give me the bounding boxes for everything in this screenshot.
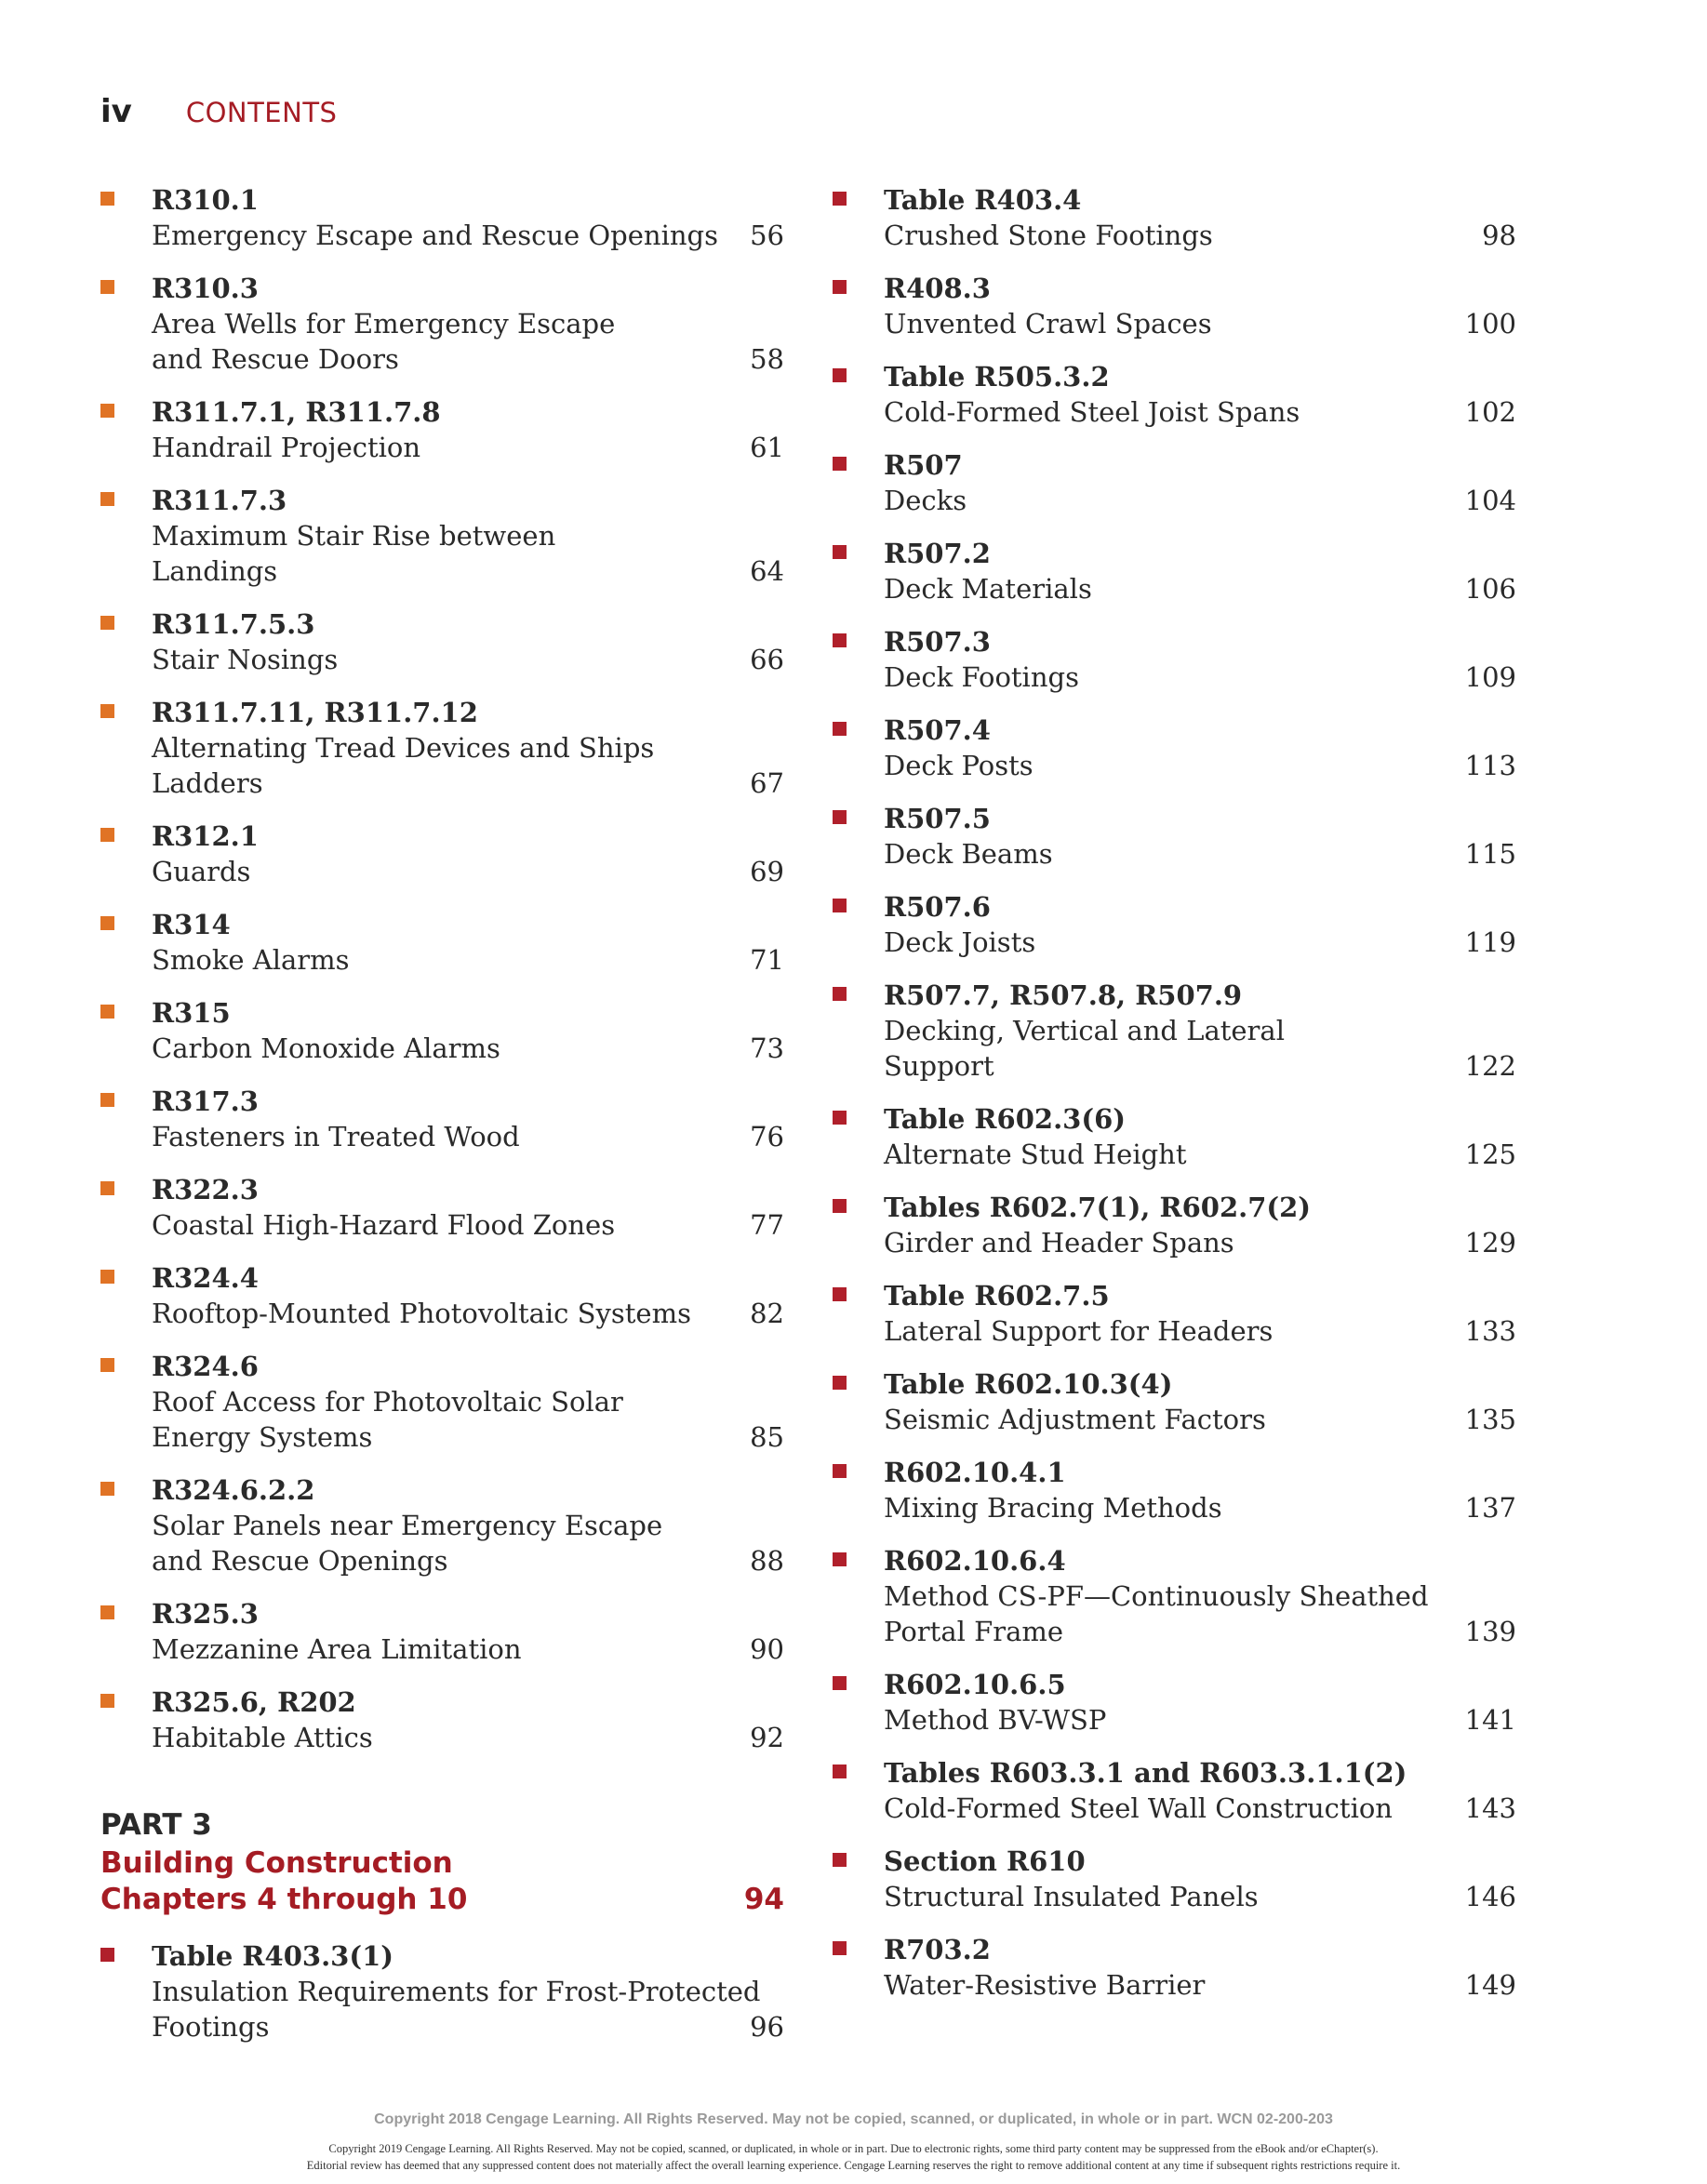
entry-code: R315	[152, 997, 231, 1029]
entry-page-number: 82	[750, 1298, 784, 1329]
entry-page-number: 119	[1464, 926, 1516, 958]
entry-code: Table R403.4	[884, 184, 1082, 216]
bullet-square-icon	[100, 492, 114, 506]
entry-code: Section R610	[884, 1845, 1086, 1877]
entry-title: Deck Footings	[884, 661, 1079, 693]
bullet-square-icon	[833, 368, 847, 382]
entry-page-number: 73	[750, 1032, 784, 1064]
bullet-square-icon	[833, 1765, 847, 1778]
bullet-square-icon	[833, 1676, 847, 1690]
bullet-square-icon	[100, 704, 114, 718]
bullet-square-icon	[833, 1287, 847, 1301]
entry-code: Table R602.7.5	[884, 1280, 1110, 1312]
entry-code: R310.1	[152, 184, 259, 216]
entry-title: Footings	[152, 2011, 270, 2043]
bullet-square-icon	[833, 1111, 847, 1125]
entry-title: Support	[884, 1050, 994, 1082]
entry-page-number: 100	[1464, 308, 1516, 340]
bullet-square-icon	[100, 616, 114, 630]
bullet-square-icon	[833, 633, 847, 647]
entry-title: Deck Beams	[884, 838, 1053, 870]
entry-page-number: 146	[1464, 1881, 1516, 1912]
entry-code: R311.7.5.3	[152, 608, 315, 640]
entry-title: Alternating Tread Devices and Ships	[152, 732, 655, 764]
entry-title: Mixing Bracing Methods	[884, 1492, 1222, 1524]
entry-title: Handrail Projection	[152, 432, 421, 463]
entry-title: Method BV-WSP	[884, 1704, 1107, 1736]
bullet-square-icon	[100, 828, 114, 842]
entry-title: Lateral Support for Headers	[884, 1315, 1274, 1347]
bullet-square-icon	[833, 545, 847, 559]
entry-page-number: 90	[750, 1633, 784, 1665]
bullet-square-icon	[833, 1552, 847, 1566]
entry-title: Unvented Crawl Spaces	[884, 308, 1212, 340]
entry-code: R325.3	[152, 1598, 259, 1630]
entry-code: R310.3	[152, 273, 259, 304]
entry-code: Table R505.3.2	[884, 361, 1110, 393]
copyright-watermark: Copyright 2018 Cengage Learning. All Rights Reserved. May not be copied, scanned, or duplicated, in whole or in part. WCN 02-200-203	[374, 2111, 1333, 2127]
entry-code: Tables R603.3.1 and R603.3.1.1(2)	[884, 1757, 1407, 1789]
entry-title: Guards	[152, 856, 251, 887]
entry-code: R507.5	[884, 803, 991, 834]
entry-title: Insulation Requirements for Frost-Protected	[152, 1976, 761, 2007]
copyright-notice	[0, 2140, 1707, 2174]
entry-page-number: 69	[750, 856, 784, 887]
entry-page-number: 76	[750, 1121, 784, 1152]
entry-code: R324.6.2.2	[152, 1474, 315, 1506]
bullet-square-icon	[100, 1605, 114, 1619]
entry-page-number: 137	[1464, 1492, 1516, 1524]
bullet-square-icon	[100, 404, 114, 418]
entry-code: R507.3	[884, 626, 991, 658]
entry-title: Fasteners in Treated Wood	[152, 1121, 520, 1152]
entry-title: Mezzanine Area Limitation	[152, 1633, 522, 1665]
bullet-square-icon	[100, 280, 114, 294]
part-page-number: 94	[743, 1883, 784, 1916]
bullet-square-icon	[100, 1270, 114, 1284]
entry-title: Girder and Header Spans	[884, 1227, 1234, 1258]
entry-code: R602.10.4.1	[884, 1457, 1066, 1488]
entry-title: Seismic Adjustment Factors	[884, 1404, 1266, 1435]
copyright-notice-line: Copyright 2019 Cengage Learning. All Rights Reserved. May not be copied, scanned, or duplicated, in whole or in part. Due to electronic rights, some third party content may be suppressed from the eBook and/or eChapter(s).	[328, 2142, 1379, 2155]
entry-page-number: 56	[750, 220, 784, 251]
bullet-square-icon	[100, 916, 114, 930]
entry-code: R507.4	[884, 714, 991, 746]
bullet-square-icon	[833, 192, 847, 206]
entry-page-number: 67	[750, 767, 784, 799]
entry-title: Emergency Escape and Rescue Openings	[152, 220, 718, 251]
entry-code: R602.10.6.5	[884, 1669, 1066, 1700]
bullet-square-icon	[100, 1181, 114, 1195]
entry-title: Deck Joists	[884, 926, 1036, 958]
entry-code: R324.4	[152, 1262, 259, 1294]
entry-page-number: 104	[1464, 485, 1516, 516]
entry-title: Alternate Stud Height	[884, 1139, 1187, 1170]
entry-page-number: 64	[750, 555, 784, 587]
entry-title: Crushed Stone Footings	[884, 220, 1213, 251]
entry-code: R324.6	[152, 1351, 259, 1382]
entry-code: R507	[884, 449, 963, 481]
entry-code: R317.3	[152, 1085, 259, 1117]
entry-code: R408.3	[884, 273, 991, 304]
bullet-square-icon	[833, 1464, 847, 1478]
entry-code: Table R403.3(1)	[152, 1940, 393, 1972]
entry-title: Stair Nosings	[152, 644, 339, 675]
bullet-square-icon	[833, 457, 847, 471]
bullet-square-icon	[833, 810, 847, 824]
entry-code: R325.6, R202	[152, 1686, 356, 1718]
entry-title: Area Wells for Emergency Escape	[152, 308, 616, 340]
entry-code: R703.2	[884, 1934, 991, 1965]
bullet-square-icon	[100, 1948, 114, 1962]
entry-title: Water-Resistive Barrier	[884, 1969, 1206, 2001]
entry-title: Landings	[152, 555, 278, 587]
entry-title: Portal Frame	[884, 1616, 1064, 1647]
bullet-square-icon	[833, 1853, 847, 1867]
bullet-square-icon	[100, 1005, 114, 1019]
entry-page-number: 98	[1482, 220, 1516, 251]
bullet-square-icon	[833, 899, 847, 912]
entry-page-number: 139	[1464, 1616, 1516, 1647]
entry-title: Solar Panels near Emergency Escape	[152, 1510, 663, 1541]
entry-code: R507.2	[884, 538, 991, 569]
entry-title: Energy Systems	[152, 1421, 373, 1453]
entry-title: and Rescue Doors	[152, 343, 399, 375]
bullet-square-icon	[833, 1376, 847, 1390]
part-title-line: Chapters 4 through 10	[100, 1883, 468, 1916]
entry-page-number: 129	[1464, 1227, 1516, 1258]
entry-code: R312.1	[152, 820, 259, 852]
page-header	[100, 93, 337, 130]
bullet-square-icon	[100, 1093, 114, 1107]
entry-title: Deck Materials	[884, 573, 1092, 605]
page-title: CONTENTS	[185, 97, 338, 128]
entry-page-number: 141	[1464, 1704, 1516, 1736]
entry-title: Habitable Attics	[152, 1722, 373, 1753]
entry-title: and Rescue Openings	[152, 1545, 448, 1577]
entry-page-number: 77	[750, 1209, 784, 1241]
entry-page-number: 109	[1464, 661, 1516, 693]
entry-page-number: 88	[750, 1545, 784, 1577]
entry-code: R311.7.3	[152, 485, 287, 516]
entry-code: Table R602.10.3(4)	[884, 1368, 1173, 1400]
entry-code: R311.7.1, R311.7.8	[152, 396, 441, 428]
bullet-square-icon	[100, 192, 114, 206]
entry-page-number: 133	[1464, 1315, 1516, 1347]
bullet-square-icon	[833, 280, 847, 294]
bullet-square-icon	[833, 1199, 847, 1213]
bullet-square-icon	[100, 1482, 114, 1496]
entry-title: Decks	[884, 485, 967, 516]
entry-code: R322.3	[152, 1174, 259, 1205]
entry-page-number: 71	[750, 944, 784, 976]
entry-code: R314	[152, 909, 231, 940]
entry-title: Structural Insulated Panels	[884, 1881, 1259, 1912]
copyright-notice-line: Editorial review has deemed that any suppressed content does not materially affect the overall learning experience. Cengage Learning reserves the right to remove additional content at any time if subsequent rights restrictions require it.	[306, 2159, 1401, 2172]
entry-page-number: 135	[1464, 1404, 1516, 1435]
entry-page-number: 115	[1464, 838, 1516, 870]
part-label: PART 3	[100, 1808, 212, 1842]
entry-title: Decking, Vertical and Lateral	[884, 1015, 1285, 1046]
entry-page-number: 61	[750, 432, 784, 463]
page-number: iv	[100, 93, 132, 130]
entry-title: Ladders	[152, 767, 263, 799]
entry-page-number: 113	[1464, 750, 1516, 781]
part-title-line: Building Construction	[100, 1846, 453, 1880]
entry-page-number: 96	[750, 2011, 784, 2043]
entry-code: Tables R602.7(1), R602.7(2)	[884, 1192, 1312, 1223]
entry-code: R507.6	[884, 891, 991, 923]
entry-title: Coastal High-Hazard Flood Zones	[152, 1209, 616, 1241]
entry-code: R311.7.11, R311.7.12	[152, 697, 478, 728]
bullet-square-icon	[833, 722, 847, 736]
entry-page-number: 149	[1464, 1969, 1516, 2001]
entry-code: R602.10.6.4	[884, 1545, 1066, 1577]
entry-page-number: 102	[1464, 396, 1516, 428]
entry-page-number: 66	[750, 644, 784, 675]
entry-title: Carbon Monoxide Alarms	[152, 1032, 500, 1064]
bullet-square-icon	[833, 987, 847, 1001]
entry-title: Smoke Alarms	[152, 944, 350, 976]
entry-title: Roof Access for Photovoltaic Solar	[152, 1386, 623, 1418]
entry-title: Rooftop-Mounted Photovoltaic Systems	[152, 1298, 691, 1329]
bullet-square-icon	[833, 1941, 847, 1955]
entry-page-number: 85	[750, 1421, 784, 1453]
entry-code: Table R602.3(6)	[884, 1103, 1126, 1135]
entry-title: Cold-Formed Steel Joist Spans	[884, 396, 1300, 428]
entry-title: Method CS-PF—Continuously Sheathed	[884, 1580, 1429, 1612]
entry-title: Maximum Stair Rise between	[152, 520, 556, 552]
bullet-square-icon	[100, 1694, 114, 1708]
bullet-square-icon	[100, 1358, 114, 1372]
entry-page-number: 122	[1464, 1050, 1516, 1082]
entry-title: Deck Posts	[884, 750, 1034, 781]
entry-title: Cold-Formed Steel Wall Construction	[884, 1792, 1393, 1824]
entry-page-number: 143	[1464, 1792, 1516, 1824]
entry-code: R507.7, R507.8, R507.9	[884, 979, 1243, 1011]
entry-page-number: 125	[1464, 1139, 1516, 1170]
entry-page-number: 92	[750, 1722, 784, 1753]
entry-page-number: 58	[750, 343, 784, 375]
entry-page-number: 106	[1464, 573, 1516, 605]
